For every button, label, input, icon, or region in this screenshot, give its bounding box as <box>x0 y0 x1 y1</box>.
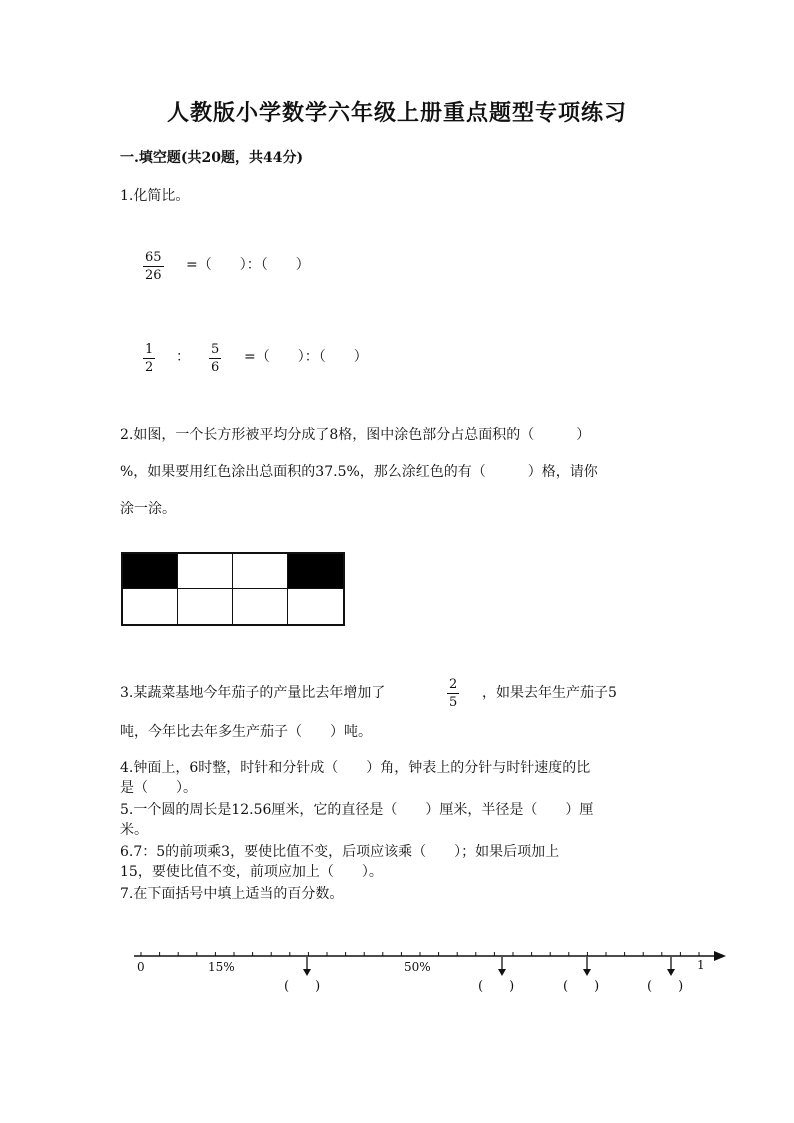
answer-blank-1[interactable]: ( ) <box>284 979 321 994</box>
number-line-arrowhead <box>714 951 726 961</box>
fraction-denominator: 26 <box>145 268 162 283</box>
grid-cell[interactable] <box>123 554 178 589</box>
question-5-line-1: 5.一个圆的周长是12.56厘米，它的直径是（ ）厘米，半径是（ ）厘 <box>120 802 594 818</box>
question-1-answer-1[interactable]: =（ ）：（ ） <box>186 257 310 273</box>
answer-blank-4[interactable]: ( ) <box>647 979 684 994</box>
answer-arrow-2 <box>498 957 506 976</box>
number-line-label-one: 1 <box>697 958 705 972</box>
question-2-line-1: 2.如图，一个长方形被平均分成了8格，图中涂色部分占总面积的（ ） <box>120 427 591 443</box>
fraction-denominator: 5 <box>449 695 458 710</box>
fraction-1-2 <box>143 342 155 375</box>
fraction-65-26 <box>143 250 164 283</box>
answer-arrow-1 <box>303 957 311 976</box>
question-4-line-1: 4.钟面上，6时整，时针和分针成（ ）角，钟表上的分针与时针速度的比 <box>120 760 591 776</box>
question-1-answer-2[interactable]: =（ ）：（ ） <box>244 349 368 365</box>
answer-blank-3[interactable]: ( ) <box>563 979 600 994</box>
number-line-label-50: 50% <box>404 960 431 974</box>
question-1-prompt: 1.化简比。 <box>120 188 190 204</box>
fraction-2-5 <box>447 677 459 710</box>
grid-cell[interactable] <box>178 589 233 624</box>
fraction-numerator: 2 <box>449 677 458 692</box>
question-3-line-2: 吨，今年比去年多生产茄子（ ）吨。 <box>120 724 372 740</box>
fraction-numerator: 5 <box>211 342 220 357</box>
question-3-line-1a: 3.某蔬菜基地今年茄子的产量比去年增加了 <box>120 685 386 701</box>
question-6-line-2: 15，要使比值不变，前项应加上（ ）。 <box>120 864 383 880</box>
answer-blank-2[interactable]: ( ) <box>478 979 515 994</box>
grid-cell[interactable] <box>178 554 233 589</box>
question-6-line-1: 6.7：5的前项乘3，要使比值不变，后项应该乘（ ）；如果后项加上 <box>120 844 560 860</box>
answer-arrow-4 <box>667 957 675 976</box>
grid-cell[interactable] <box>288 554 343 589</box>
grid-cell[interactable] <box>233 554 288 589</box>
fraction-5-6 <box>209 342 221 375</box>
grid-cell[interactable] <box>288 589 343 624</box>
fraction-denominator: 2 <box>145 360 154 375</box>
fraction-numerator: 1 <box>145 342 154 357</box>
grid-cell[interactable] <box>123 589 178 624</box>
question-5-line-2: 米。 <box>120 822 148 838</box>
question-4-line-2: 是（ ）。 <box>120 780 197 796</box>
section-heading: 一.填空题(共20题，共44分) <box>120 150 304 166</box>
question-2-line-3: 涂一涂。 <box>120 501 176 517</box>
answer-arrow-3 <box>583 957 591 976</box>
fraction-denominator: 6 <box>211 360 220 375</box>
page-title: 人教版小学数学六年级上册重点题型专项练习 <box>166 100 627 126</box>
ratio-colon: ： <box>176 349 190 365</box>
question-2-line-2: %，如果要用红色涂出总面积的37.5%，那么涂红色的有（ ）格，请你 <box>120 464 598 480</box>
question-3-line-1b: ，如果去年生产茄子5 <box>482 685 617 701</box>
question-7-prompt: 7.在下面括号中填上适当的百分数。 <box>120 886 344 902</box>
number-line-label-zero: 0 <box>137 960 145 974</box>
rectangle-grid <box>121 552 345 626</box>
fraction-numerator: 65 <box>145 250 162 265</box>
number-line-label-15: 15% <box>208 960 235 974</box>
grid-cell[interactable] <box>233 589 288 624</box>
